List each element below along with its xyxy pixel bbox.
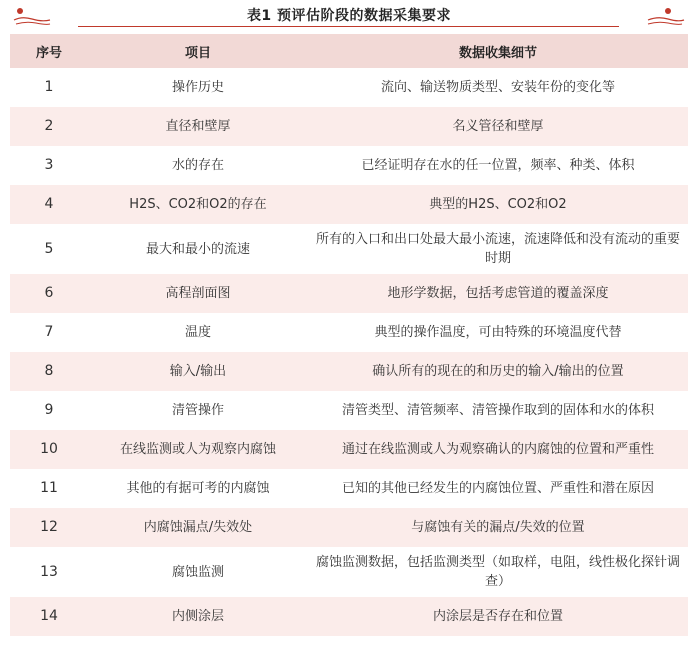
table-row (10, 469, 688, 508)
row-number: 13 (40, 563, 58, 580)
row-item: 其他的有据可考的内腐蚀 (126, 481, 270, 496)
row-number: 2 (10, 107, 88, 146)
row-number: 14 (10, 597, 88, 636)
table-row (10, 274, 688, 313)
row-item: 输入/输出 (88, 352, 308, 391)
table-header-row (10, 34, 688, 68)
table-row (10, 224, 688, 274)
row-detail: 确认所有的现在的和历史的输入/输出的位置 (308, 352, 688, 391)
row-item: 高程剖面图 (88, 274, 308, 313)
row-item: H2S、CO2和O2的存在 (88, 185, 308, 224)
table-row (10, 597, 688, 636)
row-number: 4 (10, 185, 88, 224)
table-row (10, 313, 688, 352)
table-row (10, 547, 688, 597)
table-row (10, 430, 688, 469)
row-item: 直径和壁厚 (88, 107, 308, 146)
table-row (10, 185, 688, 224)
row-number: 1 (44, 79, 54, 95)
row-item: 水的存在 (171, 158, 224, 173)
column-header-detail: 数据收集细节 (308, 34, 688, 68)
row-detail: 典型的H2S、CO2和O2 (308, 185, 688, 224)
row-number: 8 (10, 352, 88, 391)
title-underline (78, 26, 619, 27)
row-number: 7 (44, 324, 54, 340)
table-row (10, 391, 688, 430)
table-row (10, 146, 688, 185)
row-detail: 所有的入口和出口处最大最小流速，流速降低和没有流动的重要时期 (315, 232, 680, 266)
table-row (10, 352, 688, 391)
row-number: 6 (10, 274, 88, 313)
row-item: 在线监测或人为观察内腐蚀 (88, 430, 308, 469)
row-number: 11 (40, 480, 58, 496)
row-detail: 名义管径和壁厚 (308, 107, 688, 146)
row-detail: 内涂层是否存在和位置 (308, 597, 688, 636)
row-detail: 已经证明存在水的任一位置，频率、种类、体积 (361, 158, 635, 173)
column-header-item: 项目 (88, 34, 308, 68)
row-item: 操作历史 (171, 80, 224, 95)
row-number: 5 (44, 240, 54, 257)
column-header-number: 序号 (10, 34, 88, 68)
row-detail: 腐蚀监测数据，包括监测类型（如取样，电阻，线性极化探针调查） (315, 555, 680, 589)
table-row (10, 68, 688, 107)
data-collection-table (10, 34, 688, 636)
row-number: 9 (44, 402, 54, 418)
row-item: 内腐蚀漏点/失效处 (88, 508, 308, 547)
table-title: 表1 预评估阶段的数据采集要求 (246, 8, 452, 24)
row-item: 内侧涂层 (88, 597, 308, 636)
row-detail: 地形学数据，包括考虑管道的覆盖深度 (308, 274, 688, 313)
row-detail: 清管类型、清管频率、清管操作取到的固体和水的体积 (341, 403, 654, 418)
row-item: 腐蚀监测 (171, 564, 224, 580)
table-row (10, 107, 688, 146)
row-item: 清管操作 (171, 403, 224, 418)
row-detail: 已知的其他已经发生的内腐蚀位置、严重性和潜在原因 (341, 481, 654, 496)
row-detail: 流向、输送物质类型、安装年份的变化等 (380, 80, 615, 95)
row-detail: 典型的操作温度，可由特殊的环境温度代替 (374, 325, 622, 340)
row-detail: 通过在线监测或人为观察确认的内腐蚀的位置和严重性 (308, 430, 688, 469)
row-number: 3 (44, 157, 54, 173)
row-number: 10 (10, 430, 88, 469)
table-caption-header (0, 0, 698, 34)
decorative-flourish-icon (646, 6, 686, 28)
table-row (10, 508, 688, 547)
row-number: 12 (10, 508, 88, 547)
row-item: 最大和最小的流速 (145, 241, 250, 257)
row-detail: 与腐蚀有关的漏点/失效的位置 (308, 508, 688, 547)
row-item: 温度 (184, 325, 211, 340)
